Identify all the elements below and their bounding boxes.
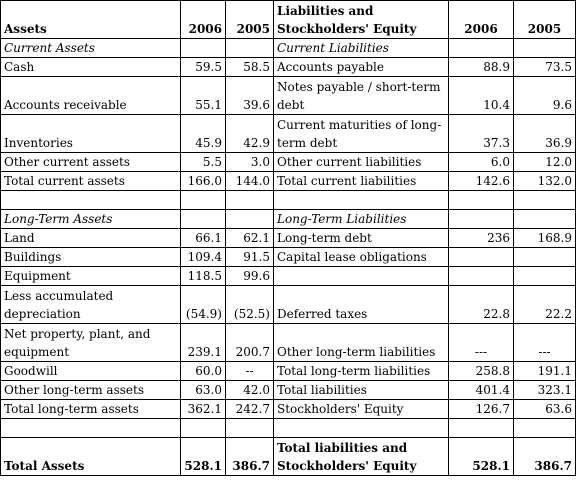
value-cell: 37.3 (449, 115, 514, 153)
cell-empty (514, 191, 576, 210)
cell-empty (181, 191, 226, 210)
row-label: Current maturities of long- term debt (274, 115, 449, 153)
cell-empty (274, 191, 449, 210)
value-cell: --- (449, 324, 514, 362)
cell-empty (514, 267, 576, 286)
row-label: Land (1, 229, 181, 248)
section-label: Current Liabilities (274, 39, 449, 58)
value-cell: 323.1 (514, 381, 576, 400)
row-label: Other current assets (1, 153, 181, 172)
value-cell: 144.0 (226, 172, 274, 191)
table-row (1, 229, 576, 248)
table-row (1, 362, 576, 381)
blank-row (1, 419, 576, 438)
value-cell: 386.7 (514, 438, 576, 476)
value-cell: 166.0 (181, 172, 226, 191)
section-label: Long-Term Assets (1, 210, 181, 229)
liabilities-header: Liabilities and Stockholders' Equity (274, 1, 449, 39)
cell-empty (449, 419, 514, 438)
value-cell: 73.5 (514, 58, 576, 77)
cell-empty (226, 419, 274, 438)
cell-empty (514, 419, 576, 438)
table-row (1, 210, 576, 229)
table-row (1, 115, 576, 153)
cell-empty (449, 210, 514, 229)
cell-empty (181, 210, 226, 229)
table-row (1, 153, 576, 172)
row-label: Stockholders' Equity (274, 400, 449, 419)
value-cell: 55.1 (181, 77, 226, 115)
value-cell: 66.1 (181, 229, 226, 248)
value-cell: 36.9 (514, 115, 576, 153)
value-cell: 91.5 (226, 248, 274, 267)
value-cell: 528.1 (181, 438, 226, 476)
value-cell: 60.0 (181, 362, 226, 381)
cell-empty (449, 248, 514, 267)
value-cell: 88.9 (449, 58, 514, 77)
value-cell: (52.5) (226, 286, 274, 324)
row-label: Cash (1, 58, 181, 77)
table-row (1, 286, 576, 324)
value-cell: 236 (449, 229, 514, 248)
value-cell: 63.6 (514, 400, 576, 419)
cell-empty (449, 191, 514, 210)
cell-empty (226, 191, 274, 210)
row-label: Buildings (1, 248, 181, 267)
value-cell: 118.5 (181, 267, 226, 286)
value-cell: 9.6 (514, 77, 576, 115)
value-cell: 12.0 (514, 153, 576, 172)
row-label: Equipment (1, 267, 181, 286)
liabilities-year-2006-header: 2006 (449, 1, 514, 39)
assets-header: Assets (1, 1, 181, 39)
value-cell: 39.6 (226, 77, 274, 115)
table-row (1, 324, 576, 362)
cell-empty (274, 419, 449, 438)
value-cell: 45.9 (181, 115, 226, 153)
value-cell: 3.0 (226, 153, 274, 172)
value-cell: 239.1 (181, 324, 226, 362)
value-cell: 191.1 (514, 362, 576, 381)
row-label: Less accumulated depreciation (1, 286, 181, 324)
value-cell: 42.9 (226, 115, 274, 153)
row-label: Accounts payable (274, 58, 449, 77)
cell-empty (181, 419, 226, 438)
row-label: Total long-term assets (1, 400, 181, 419)
row-label: Notes payable / short-term debt (274, 77, 449, 115)
value-cell: 386.7 (226, 438, 274, 476)
cell-empty (1, 191, 181, 210)
table-row (1, 381, 576, 400)
cell-empty (449, 39, 514, 58)
value-cell: 99.6 (226, 267, 274, 286)
row-label: Accounts receivable (1, 77, 181, 115)
row-label: Total current assets (1, 172, 181, 191)
value-cell: 5.5 (181, 153, 226, 172)
value-cell: 200.7 (226, 324, 274, 362)
total-liabilities-equity-label: Total liabilities and Stockholders' Equity (274, 438, 449, 476)
cell-empty (1, 419, 181, 438)
value-cell: 22.2 (514, 286, 576, 324)
table-row (1, 77, 576, 115)
cell-empty (226, 210, 274, 229)
value-cell: 142.6 (449, 172, 514, 191)
value-cell: 528.1 (449, 438, 514, 476)
value-cell: 63.0 (181, 381, 226, 400)
cell-empty (514, 248, 576, 267)
value-cell: 126.7 (449, 400, 514, 419)
table-row (1, 58, 576, 77)
value-cell: 59.5 (181, 58, 226, 77)
value-cell: 401.4 (449, 381, 514, 400)
value-cell: (54.9) (181, 286, 226, 324)
value-cell: 242.7 (226, 400, 274, 419)
table-row (1, 172, 576, 191)
cell-empty (514, 210, 576, 229)
row-label: Net property, plant, and equipment (1, 324, 181, 362)
row-label: Total current liabilities (274, 172, 449, 191)
value-cell: 62.1 (226, 229, 274, 248)
table-row (1, 400, 576, 419)
value-cell: 10.4 (449, 77, 514, 115)
value-cell: 58.5 (226, 58, 274, 77)
value-cell: 258.8 (449, 362, 514, 381)
table-row (1, 39, 576, 58)
assets-year-2005-header: 2005 (226, 1, 274, 39)
row-label: Total long-term liabilities (274, 362, 449, 381)
total-assets-label: Total Assets (1, 438, 181, 476)
value-cell: 109.4 (181, 248, 226, 267)
value-cell: 362.1 (181, 400, 226, 419)
assets-year-2006-header: 2006 (181, 1, 226, 39)
value-cell: --- (514, 324, 576, 362)
row-label: Long-term debt (274, 229, 449, 248)
section-label: Long-Term Liabilities (274, 210, 449, 229)
value-cell: 168.9 (514, 229, 576, 248)
cell-empty (181, 39, 226, 58)
value-cell: -- (226, 362, 274, 381)
value-cell: 42.0 (226, 381, 274, 400)
blank-row (1, 191, 576, 210)
table-row (1, 248, 576, 267)
header-row (1, 1, 576, 39)
cell-empty (274, 267, 449, 286)
liabilities-year-2005-header: 2005 (514, 1, 576, 39)
row-label: Deferred taxes (274, 286, 449, 324)
cell-empty (226, 39, 274, 58)
cell-empty (449, 267, 514, 286)
row-label: Goodwill (1, 362, 181, 381)
cell-empty (514, 39, 576, 58)
totals-row (1, 438, 576, 476)
row-label: Capital lease obligations (274, 248, 449, 267)
row-label: Other long-term assets (1, 381, 181, 400)
value-cell: 6.0 (449, 153, 514, 172)
row-label: Total liabilities (274, 381, 449, 400)
section-label: Current Assets (1, 39, 181, 58)
row-label: Inventories (1, 115, 181, 153)
row-label: Other long-term liabilities (274, 324, 449, 362)
table-row (1, 267, 576, 286)
row-label: Other current liabilities (274, 153, 449, 172)
value-cell: 132.0 (514, 172, 576, 191)
value-cell: 22.8 (449, 286, 514, 324)
